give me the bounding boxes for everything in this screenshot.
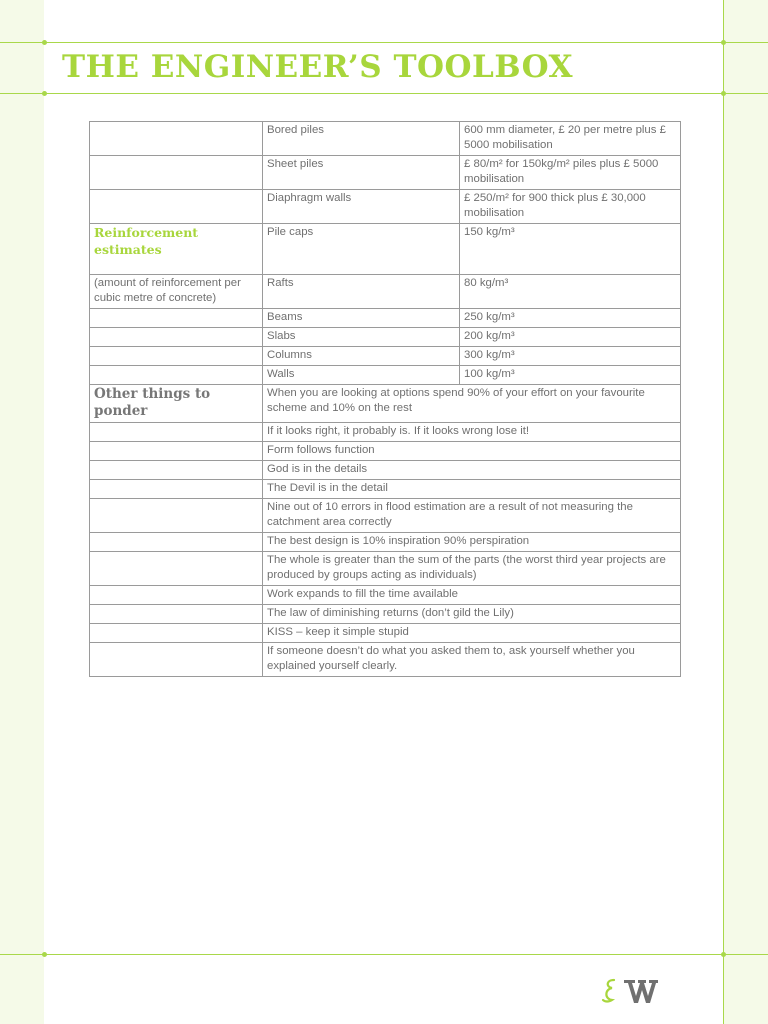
value-cell: 100 kg/m³ xyxy=(460,366,681,385)
table-cell xyxy=(90,533,263,552)
table-cell xyxy=(90,605,263,624)
frame-dot xyxy=(42,952,47,957)
item-cell: Columns xyxy=(263,347,460,366)
table-cell xyxy=(90,156,263,190)
table-row xyxy=(90,190,681,224)
table-row xyxy=(90,347,681,366)
table-cell xyxy=(90,309,263,328)
ponder-item: Nine out of 10 errors in flood estimation are a result of not measuring the catchment area correctly xyxy=(263,499,681,533)
frame-dot xyxy=(42,40,47,45)
table-row xyxy=(90,442,681,461)
table-cell xyxy=(90,190,263,224)
table-row xyxy=(90,309,681,328)
table-row xyxy=(90,461,681,480)
table-row xyxy=(90,366,681,385)
frame-line-header xyxy=(0,93,768,94)
value-cell: 200 kg/m³ xyxy=(460,328,681,347)
section-heading-cell xyxy=(90,385,263,423)
page-title: THE ENGINEER’S TOOLBOX xyxy=(62,49,574,85)
w-logo-icon xyxy=(600,975,672,1007)
frame-line-footer xyxy=(0,954,768,955)
reinforcement-note: (amount of reinforcement per cubic metre of concrete) xyxy=(90,275,263,309)
ponder-item: When you are looking at options spend 90% of your effort on your favourite scheme and 10% on the rest xyxy=(263,385,681,423)
table-cell xyxy=(90,624,263,643)
ponder-item: The law of diminishing returns (don’t gild the Lily) xyxy=(263,605,681,624)
table-row xyxy=(90,122,681,156)
item-cell: Walls xyxy=(263,366,460,385)
value-cell: £ 80/m² for 150kg/m² piles plus £ 5000 mobilisation xyxy=(460,156,681,190)
ponder-item: Work expands to fill the time available xyxy=(263,586,681,605)
table-row xyxy=(90,533,681,552)
table-row xyxy=(90,275,681,309)
value-cell: 600 mm diameter, £ 20 per metre plus £ 5000 mobilisation xyxy=(460,122,681,156)
frame-line-right xyxy=(723,0,724,1024)
table-cell xyxy=(90,328,263,347)
table-row xyxy=(90,605,681,624)
value-cell: 250 kg/m³ xyxy=(460,309,681,328)
ponder-item: The Devil is in the detail xyxy=(263,480,681,499)
item-cell: Rafts xyxy=(263,275,460,309)
ponder-heading: Other things to ponder xyxy=(94,386,211,419)
table-row xyxy=(90,385,681,423)
ponder-item: If it looks right, it probably is. If it looks wrong lose it! xyxy=(263,423,681,442)
value-cell: 150 kg/m³ xyxy=(460,224,681,275)
item-cell: Bored piles xyxy=(263,122,460,156)
toolbox-table xyxy=(89,121,681,677)
ponder-item: God is in the details xyxy=(263,461,681,480)
value-cell: 80 kg/m³ xyxy=(460,275,681,309)
frame-dot xyxy=(721,91,726,96)
table-cell xyxy=(90,347,263,366)
table-row xyxy=(90,624,681,643)
table-cell xyxy=(90,643,263,677)
value-cell: 300 kg/m³ xyxy=(460,347,681,366)
item-cell: Diaphragm walls xyxy=(263,190,460,224)
frame-dot xyxy=(721,952,726,957)
table-cell xyxy=(90,366,263,385)
table-cell xyxy=(90,480,263,499)
table-row xyxy=(90,552,681,586)
ponder-item: The whole is greater than the sum of the parts (the worst third year projects are produced by groups acting as individuals) xyxy=(263,552,681,586)
table-row xyxy=(90,499,681,533)
item-cell: Beams xyxy=(263,309,460,328)
table-row xyxy=(90,643,681,677)
table-row xyxy=(90,328,681,347)
table-row xyxy=(90,480,681,499)
ponder-item: KISS – keep it simple stupid xyxy=(263,624,681,643)
table-row xyxy=(90,586,681,605)
item-cell: Slabs xyxy=(263,328,460,347)
table-cell xyxy=(90,499,263,533)
table-cell xyxy=(90,122,263,156)
ponder-item: If someone doesn’t do what you asked them to, ask yourself whether you explained yourself clearly. xyxy=(263,643,681,677)
ponder-item: The best design is 10% inspiration 90% perspiration xyxy=(263,533,681,552)
frame-dot xyxy=(721,40,726,45)
frame-line-top xyxy=(0,42,768,43)
section-heading-cell xyxy=(90,224,263,275)
table-cell xyxy=(90,552,263,586)
table-cell xyxy=(90,423,263,442)
value-cell: £ 250/m² for 900 thick plus £ 30,000 mobilisation xyxy=(460,190,681,224)
item-cell: Sheet piles xyxy=(263,156,460,190)
item-cell: Pile caps xyxy=(263,224,460,275)
table-row xyxy=(90,156,681,190)
table-cell xyxy=(90,461,263,480)
reinforcement-heading: Reinforcement estimates xyxy=(94,225,199,257)
table-row xyxy=(90,224,681,275)
table-cell xyxy=(90,442,263,461)
table-row xyxy=(90,423,681,442)
frame-dot xyxy=(42,91,47,96)
table-cell xyxy=(90,586,263,605)
ponder-item: Form follows function xyxy=(263,442,681,461)
